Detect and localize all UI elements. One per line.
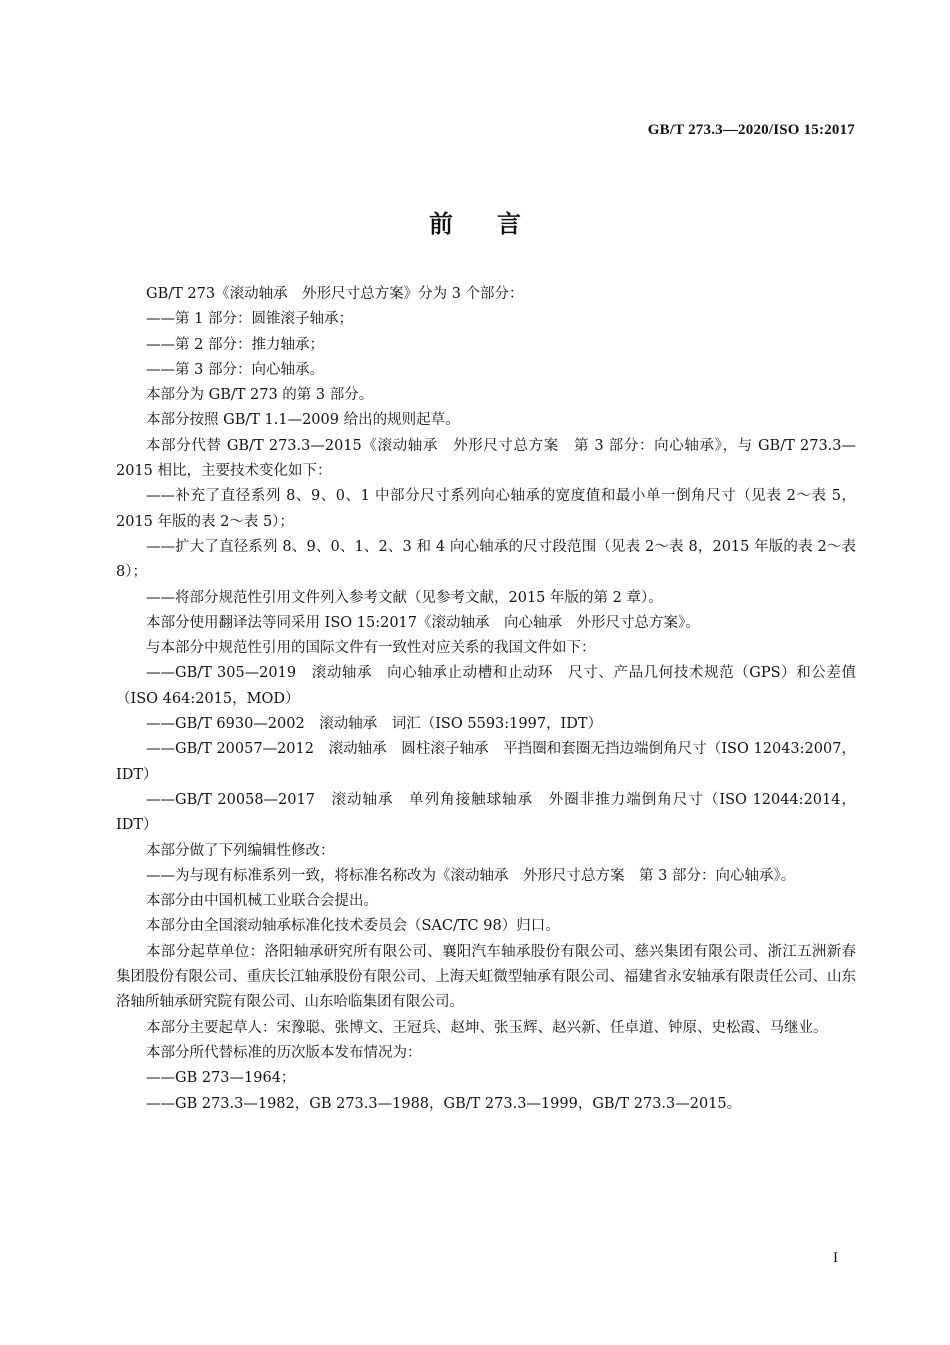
page-number: I [833,1250,838,1266]
paragraph: 本部分主要起草人：宋豫聪、张博文、王冠兵、赵坤、张玉辉、赵兴新、任卓道、钟原、史松霞、马继业。 [146,1019,828,1036]
list-item: ——GB 273.3—1982，GB 273.3—1988，GB/T 273.3—1999，GB/T 273.3—2015。 [146,1095,742,1112]
list-item: ——GB/T 20058—2017 滚动轴承 单列角接触球轴承 外圈非推力端倒角尺寸（ISO 12044:2014，IDT） [116,791,856,834]
paragraph: 本部分由全国滚动轴承标准化技术委员会（SAC/TC 98）归口。 [146,918,560,935]
paragraph: 本部分按照 GB/T 1.1—2009 给出的规则起草。 [146,412,460,429]
paragraph: 本部分为 GB/T 273 的第 3 部分。 [146,387,374,404]
list-item: ——第 3 部分：向心轴承。 [146,361,324,378]
document-body [116,282,856,1117]
list-item: ——为与现有标准系列一致，将标准名称改为《滚动轴承 外形尺寸总方案 第 3 部分：向心轴承》。 [146,867,796,884]
list-item: ——第 1 部分：圆锥滚子轴承； [146,311,353,328]
list-item: ——GB/T 20057—2012 滚动轴承 圆柱滚子轴承 平挡圈和套圈无挡边端倒角尺寸（ISO 12043:2007，IDT） [116,741,856,783]
list-item: ——扩大了直径系列 8、9、0、1、2、3 和 4 向心轴承的尺寸段范围（见表 2～表 8，2015 年版的表 2～表 8）； [116,538,856,581]
paragraph: 与本部分中规范性引用的国际文件有一致性对应关系的我国文件如下： [146,640,596,657]
paragraph: 本部分所代替标准的历次版本发布情况为： [146,1044,422,1061]
list-item: ——GB 273—1964； [146,1070,296,1087]
paragraph: 本部分使用翻译法等同采用 ISO 15:2017《滚动轴承 向心轴承 外形尺寸总方案》。 [146,614,700,631]
list-item: ——GB/T 6930—2002 滚动轴承 词汇（ISO 5593:1997，IDT） [146,716,603,733]
list-item: ——第 2 部分：推力轴承； [146,336,324,353]
list-item: ——补充了直径系列 8、9、0、1 中部分尺寸系列向心轴承的宽度值和最小单一倒角尺寸（见表 2～表 5，2015 年版的表 2～表 5）； [116,488,856,530]
page-title: 前言 [429,210,565,238]
paragraph: 本部分起草单位：洛阳轴承研究所有限公司、襄阳汽车轴承股份有限公司、慈兴集团有限公司、浙江五洲新春集团股份有限公司、重庆长江轴承股份有限公司、上海天虹微型轴承有限公司、福建省永安轴承有限责任公司、山东洛轴所轴承研究院有限公司、山东哈临集团有限公司。 [116,943,856,1011]
paragraph: 本部分做了下列编辑性修改： [146,842,335,859]
paragraph: GB/T 273《滚动轴承 外形尺寸总方案》分为 3 个部分： [146,286,524,302]
list-item: ——将部分规范性引用文件列入参考文献（见参考文献，2015 年版的第 2 章）。 [146,589,663,606]
paragraph: 本部分由中国机械工业联合会提出。 [146,893,378,910]
standard-number: GB/T 273.3—2020/ISO 15:2017 [647,122,855,138]
paragraph: 本部分代替 GB/T 273.3—2015《滚动轴承 外形尺寸总方案 第 3 部分：向心轴承》，与 GB/T 273.3—2015 相比，主要技术变化如下： [116,437,856,480]
list-item: ——GB/T 305—2019 滚动轴承 向心轴承止动槽和止动环 尺寸、产品几何技术规范（GPS）和公差值（ISO 464:2015，MOD） [116,665,856,707]
